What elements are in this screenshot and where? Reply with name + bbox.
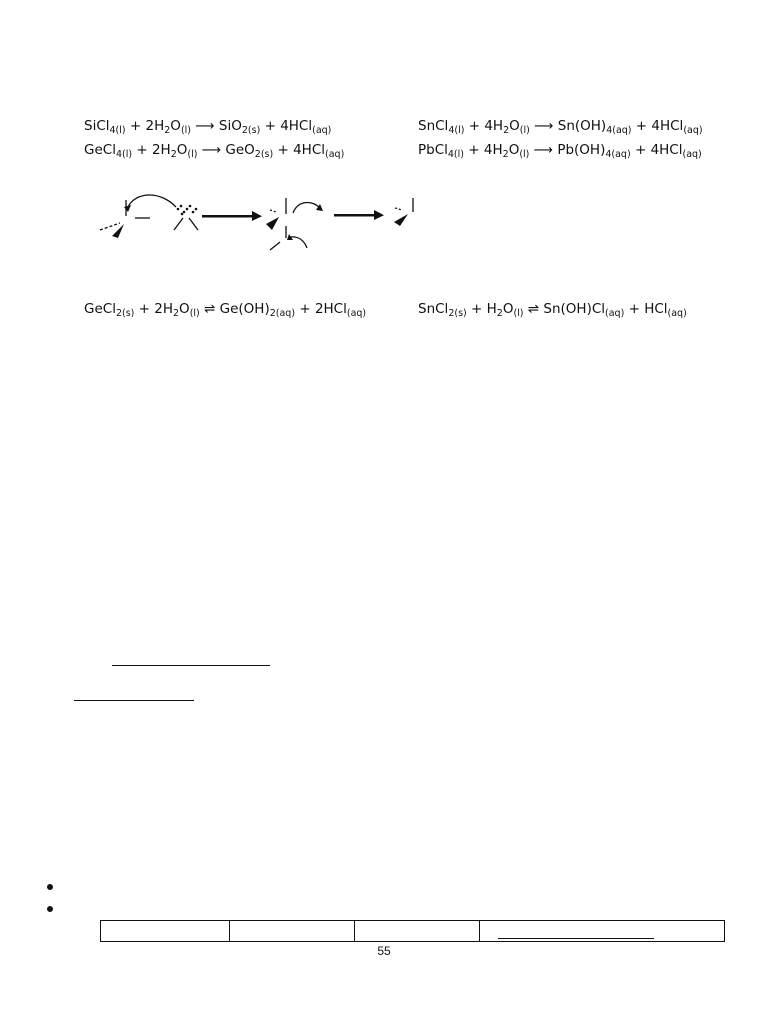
- reaction-arrow-head: [252, 211, 262, 221]
- page-number: 55: [377, 944, 391, 958]
- wedge-bond: [112, 224, 124, 238]
- table-cell: [355, 921, 480, 942]
- curved-arrow: [293, 203, 320, 213]
- underline-rule: [74, 700, 194, 701]
- reaction-arrow-shaft: [202, 215, 252, 218]
- table-cell: [101, 921, 230, 942]
- equation-gecl4-hydrolysis: GeCl$_{4(l)}$ + $2H_2O_{(l)}$ ⟶ GeO$_{2(s)}$ + 4HCl$_{(aq)}$: [84, 142, 345, 160]
- arrowhead: [124, 205, 131, 212]
- underline-rule: [112, 665, 270, 666]
- equation-sncl2-hydrolysis: SnCl$_{2(s)}$ + $H_2O_{(l)}$ ⇌ $Sn(OH)Cl_{(aq)} + HCl_{(aq)}$: [418, 301, 687, 319]
- empty-table: [100, 920, 725, 942]
- table-cell: [230, 921, 355, 942]
- curved-arrow: [128, 195, 176, 207]
- reaction-arrow-head: [374, 210, 384, 220]
- bond-line: [189, 218, 198, 230]
- bond-line: [174, 218, 183, 230]
- equation-gecl2-hydrolysis: GeCl$_{2(s)}$ + $2H_2O_{(l)}$ ⇌ $Ge(OH)_{2(aq)} + 2HCl_{(aq)}$: [84, 301, 367, 319]
- equation-pbcl4-hydrolysis: PbCl$_{4(l)}$ + $4H_2O_{(l)}$ ⟶ $Pb(OH)_{4(aq)} + 4HCl_{(aq)}$: [418, 142, 702, 160]
- bond-line: [270, 242, 280, 250]
- hydrolysis-mechanism-diagram: [90, 190, 430, 255]
- table-cell: [480, 921, 725, 942]
- dashed-bond: [395, 208, 402, 210]
- wedge-bond: [394, 214, 408, 226]
- dashed-bond: [100, 223, 120, 230]
- bullet-point: [47, 906, 53, 912]
- bullet-point: [47, 884, 53, 890]
- table-row: [101, 921, 725, 942]
- underline-rule: [498, 938, 654, 939]
- wedge-bond: [266, 217, 279, 230]
- equation-sncl4-hydrolysis: SnCl$_{4(l)}$ + $4H_2O_{(l)}$ ⟶ $Sn(OH)_{4(aq)} + 4HCl_{(aq)}$: [418, 118, 703, 136]
- curved-arrow: [290, 237, 307, 248]
- equation-sicl4-hydrolysis: SiCl$_{4(l)}$ + $2H_2O_{(l)}$ ⟶ SiO$_{2(s)}$ + 4HCl$_{(aq)}$: [84, 118, 332, 136]
- reaction-arrow-shaft: [334, 214, 374, 217]
- dashed-bond: [270, 210, 276, 212]
